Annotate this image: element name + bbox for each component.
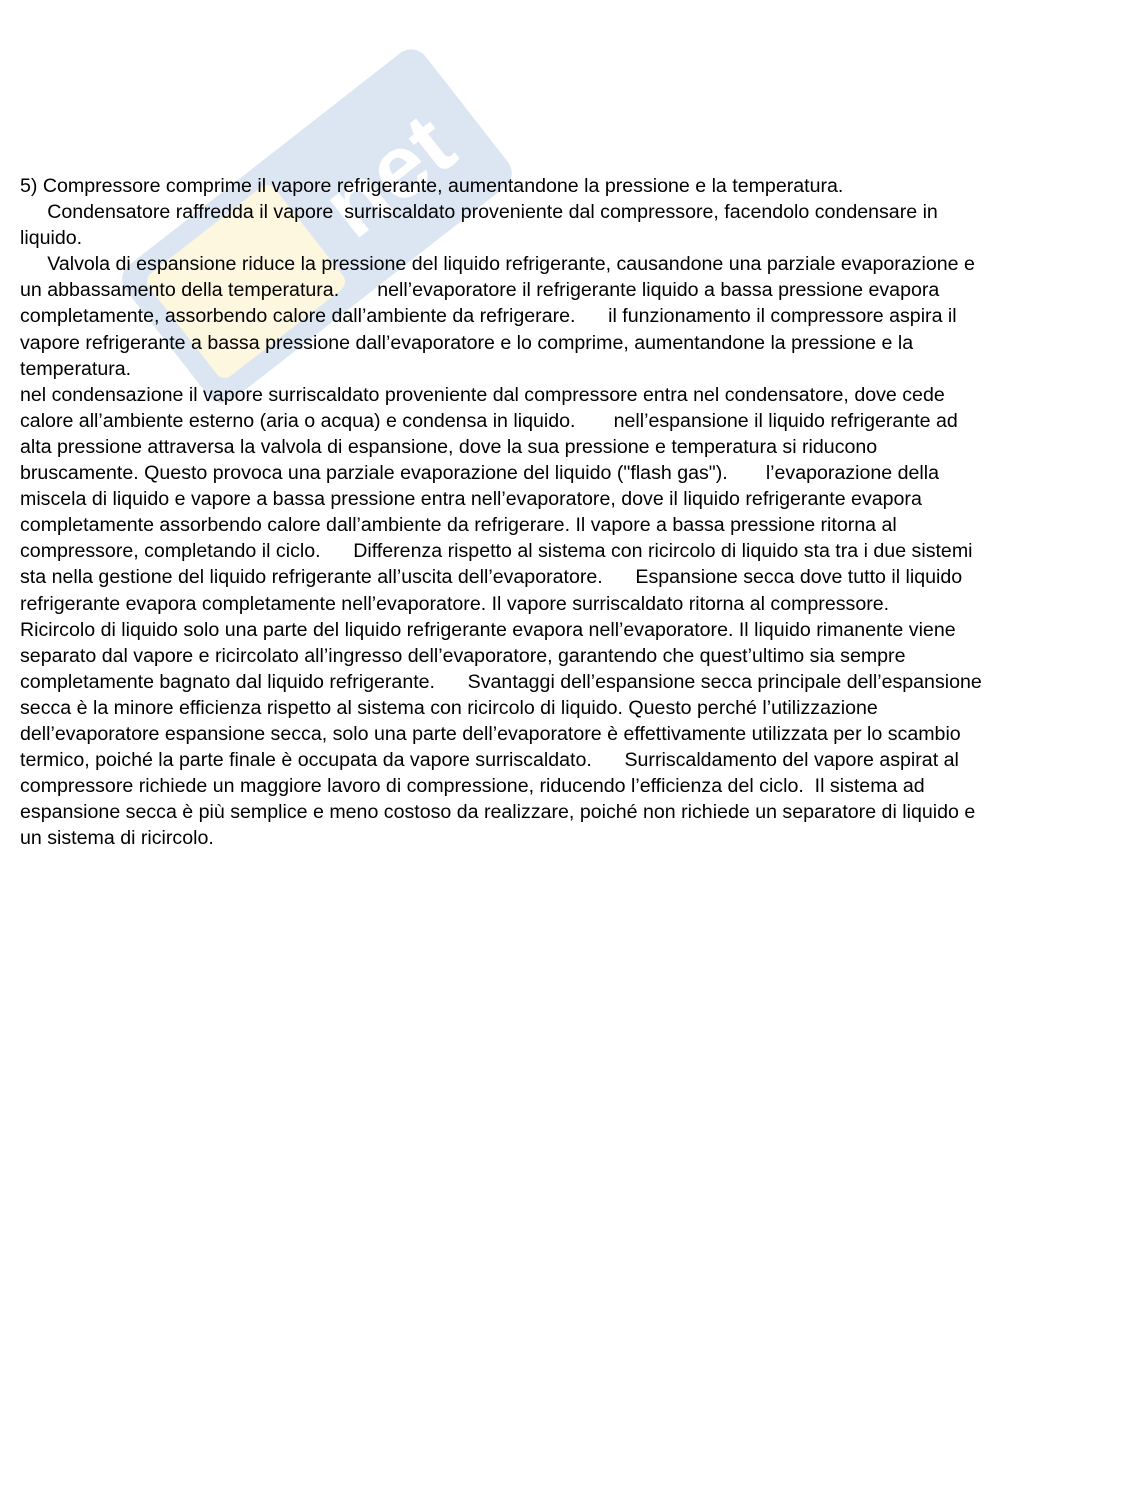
- text-line: refrigerante evapora completamente nell’evaporatore. Il vapore surriscaldato ritorna al compressore.: [20, 592, 890, 615]
- text-line: completamente, assorbendo calore dall’ambiente da refrigerare. il funzionamento il compressore aspira il: [20, 305, 957, 328]
- text-line: un sistema di ricircolo.: [20, 827, 214, 850]
- text-line: vapore refrigerante a bassa pressione dall’evaporatore e lo comprime, aumentandone la pressione e la: [20, 331, 914, 354]
- text-line: sta nella gestione del liquido refrigerante all’uscita dell’evaporatore. Espansione secca dove tutto il liquido: [20, 566, 963, 589]
- text-line: termico, poiché la parte finale è occupata da vapore surriscaldato. Surriscaldamento del vapore aspirat al: [20, 749, 959, 772]
- text-line: completamente assorbendo calore dall’ambiente da refrigerare. Il vapore a bassa pressione ritorna al: [20, 514, 897, 537]
- text-line: liquido.: [20, 227, 83, 250]
- text-line: un abbassamento della temperatura. nell’evaporatore il refrigerante liquido a bassa pressione evapora: [20, 279, 940, 302]
- text-line: completamente bagnato dal liquido refrigerante. Svantaggi dell’espansione secca principale dell’espansione: [20, 670, 982, 693]
- text-line: compressore richiede un maggiore lavoro di compressione, riducendo l’efficienza del ciclo. Il sistema ad: [20, 775, 925, 798]
- text-line: Valvola di espansione riduce la pressione del liquido refrigerante, causandone una parziale evaporazione e: [20, 253, 975, 276]
- text-line: 5) Compressore comprime il vapore refrigerante, aumentandone la pressione e la temperatura.: [20, 175, 844, 197]
- text-line: espansione secca è più semplice e meno costoso da realizzare, poiché non richiede un separatore di liquido e: [20, 801, 976, 824]
- text-line: miscela di liquido e vapore a bassa pressione entra nell’evaporatore, dove il liquido refrigerante evapora: [20, 488, 922, 511]
- text-line: Ricircolo di liquido solo una parte del liquido refrigerante evapora nell’evaporatore. Il liquido rimanente viene: [20, 618, 956, 641]
- text-line: separato dal vapore e ricircolato all’ingresso dell’evaporatore, garantendo che quest’ultimo sia sempre: [20, 644, 906, 667]
- text-line: nel condensazione il vapore surriscaldato proveniente dal compressore entra nel condensatore, dove cede: [20, 383, 945, 406]
- text-line: bruscamente. Questo provoca una parziale evaporazione del liquido ("flash gas"). l’evaporazione della: [20, 462, 940, 485]
- text-line: temperatura.: [20, 357, 132, 380]
- document-body: [20, 173, 1124, 851]
- text-line: compressore, completando il ciclo. Differenza rispetto al sistema con ricircolo di liquido sta tra i due sistemi: [20, 540, 973, 563]
- text-line: dell’evaporatore espansione secca, solo una parte dell’evaporatore è effettivamente utilizzata per lo scambio: [20, 722, 961, 745]
- text-line: secca è la minore efficienza rispetto al sistema con ricircolo di liquido. Questo perché l’utilizzazione: [20, 696, 878, 719]
- text-line: Condensatore raffredda il vapore surriscaldato proveniente dal compressore, facendolo condensare in: [20, 201, 938, 224]
- text-line: alta pressione attraversa la valvola di espansione, dove la sua pressione e temperatura si riducono: [20, 435, 878, 458]
- text-line: calore all’ambiente esterno (aria o acqua) e condensa in liquido. nell’espansione il liquido refrigerante ad: [20, 409, 958, 432]
- watermark-text: net: [304, 95, 473, 258]
